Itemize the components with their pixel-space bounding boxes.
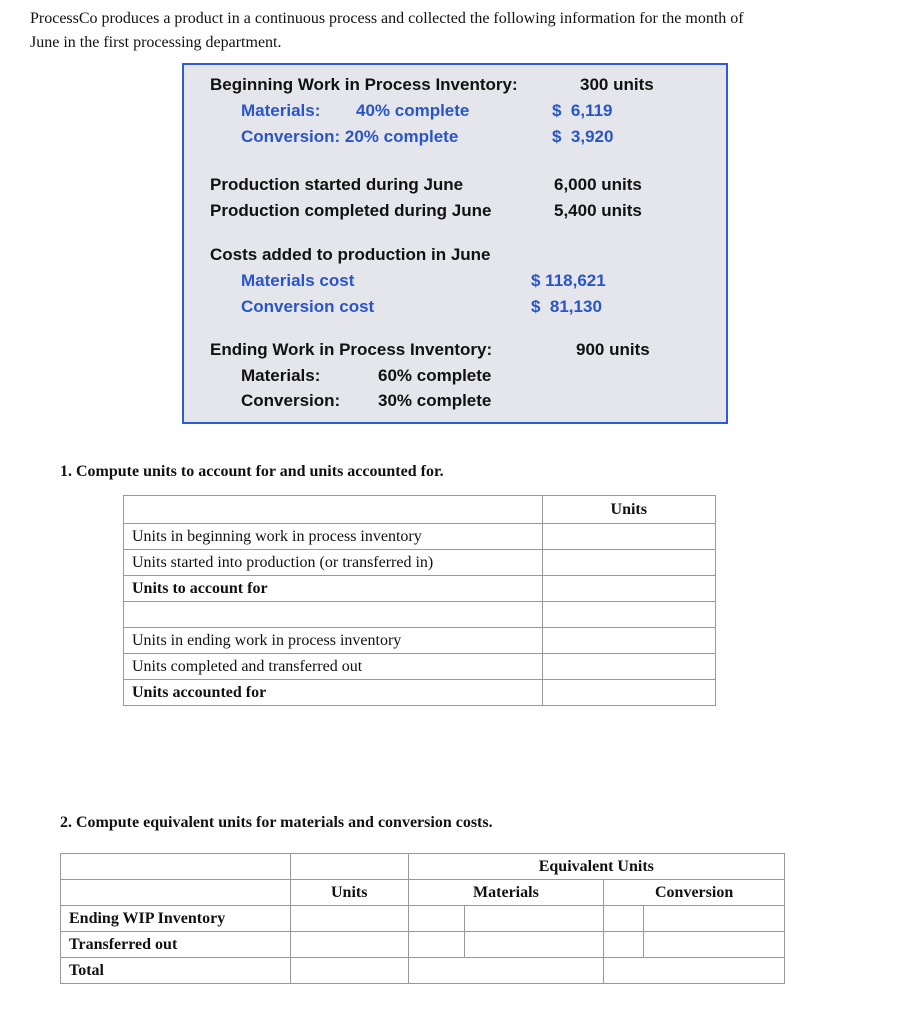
row-label: Units started into production (or transferred in)	[124, 550, 543, 576]
ending-wip-title: Ending Work in Process Inventory:	[210, 340, 493, 359]
units-input-cell[interactable]	[290, 932, 408, 958]
materials-eu-cell[interactable]	[464, 906, 604, 932]
conversion-total-cell[interactable]	[604, 958, 785, 984]
equivalent-units-table	[60, 853, 785, 984]
row-label: Units in ending work in process inventory	[124, 628, 543, 654]
row-label: Transferred out	[61, 932, 291, 958]
units-table	[123, 495, 716, 706]
table-header-row	[61, 854, 785, 880]
intro-line-1: ProcessCo produces a product in a continuous process and collected the following information for the month of	[30, 10, 744, 27]
separator-row	[124, 602, 716, 628]
table-row	[61, 932, 785, 958]
units-input-cell[interactable]	[542, 654, 715, 680]
materials-cost-label: Materials cost	[241, 271, 355, 290]
materials-pct-cell[interactable]	[408, 932, 464, 958]
intro-line-2: June in the first processing department.	[30, 34, 282, 51]
question-2-title: 2. Compute equivalent units for materials and conversion costs.	[60, 814, 493, 831]
table-row	[124, 654, 716, 680]
table-row	[124, 628, 716, 654]
beginning-conversion-label: Conversion: 20% complete	[241, 127, 459, 146]
units-column-header: Units	[290, 880, 408, 906]
units-input-cell[interactable]	[542, 524, 715, 550]
beginning-materials-cost: $ 6,119	[552, 101, 613, 120]
ending-conversion-label: Conversion:	[241, 391, 341, 410]
conversion-cost-label: Conversion cost	[241, 297, 375, 316]
completed-label: Production completed during June	[210, 201, 492, 220]
started-label: Production started during June	[210, 175, 464, 194]
ending-conversion-pct: 30% complete	[378, 391, 492, 410]
units-input-cell[interactable]	[542, 628, 715, 654]
row-label: Ending WIP Inventory	[61, 906, 291, 932]
conversion-cost-value: $ 81,130	[531, 297, 602, 316]
units-input-cell[interactable]	[542, 576, 715, 602]
units-input-cell[interactable]	[290, 906, 408, 932]
ending-materials-label: Materials:	[241, 366, 321, 385]
completed-units: 5,400 units	[554, 201, 642, 220]
beginning-conversion-cost: $ 3,920	[552, 127, 614, 146]
row-label: Units in beginning work in process inventory	[124, 524, 543, 550]
conversion-pct-cell[interactable]	[604, 932, 644, 958]
table-header-row	[124, 496, 716, 524]
ending-materials-pct: 60% complete	[378, 366, 492, 385]
beginning-materials-pct: 40% complete	[356, 101, 470, 120]
beginning-wip-title: Beginning Work in Process Inventory:	[210, 75, 518, 94]
header-blank-cell	[124, 496, 543, 524]
costs-title: Costs added to production in June	[210, 245, 491, 264]
ending-wip-units: 900 units	[576, 340, 650, 359]
beginning-wip-units: 300 units	[580, 75, 654, 94]
table-row	[61, 906, 785, 932]
question-1-title: 1. Compute units to account for and units accounted for.	[60, 463, 444, 480]
units-input-cell[interactable]	[542, 550, 715, 576]
row-label-total: Units to account for	[124, 576, 543, 602]
conversion-column-header: Conversion	[604, 880, 785, 906]
beginning-materials-label: Materials:	[241, 101, 321, 120]
table-header-row	[61, 880, 785, 906]
row-label-total: Units accounted for	[124, 680, 543, 706]
units-input-cell[interactable]	[290, 958, 408, 984]
materials-total-cell[interactable]	[408, 958, 604, 984]
table-row	[124, 550, 716, 576]
conversion-eu-cell[interactable]	[644, 906, 785, 932]
materials-pct-cell[interactable]	[408, 906, 464, 932]
table-row	[124, 524, 716, 550]
materials-eu-cell[interactable]	[464, 932, 604, 958]
conversion-pct-cell[interactable]	[604, 906, 644, 932]
row-label-total: Total	[61, 958, 291, 984]
data-info-box	[182, 63, 728, 424]
materials-column-header: Materials	[408, 880, 604, 906]
conversion-eu-cell[interactable]	[644, 932, 785, 958]
table-row	[124, 680, 716, 706]
row-label: Units completed and transferred out	[124, 654, 543, 680]
intro-text	[30, 7, 880, 55]
units-column-header: Units	[542, 496, 715, 524]
table-row	[61, 958, 785, 984]
materials-cost-value: $ 118,621	[531, 271, 606, 290]
units-input-cell[interactable]	[542, 680, 715, 706]
equivalent-units-header: Equivalent Units	[408, 854, 784, 880]
table-row	[124, 576, 716, 602]
started-units: 6,000 units	[554, 175, 642, 194]
